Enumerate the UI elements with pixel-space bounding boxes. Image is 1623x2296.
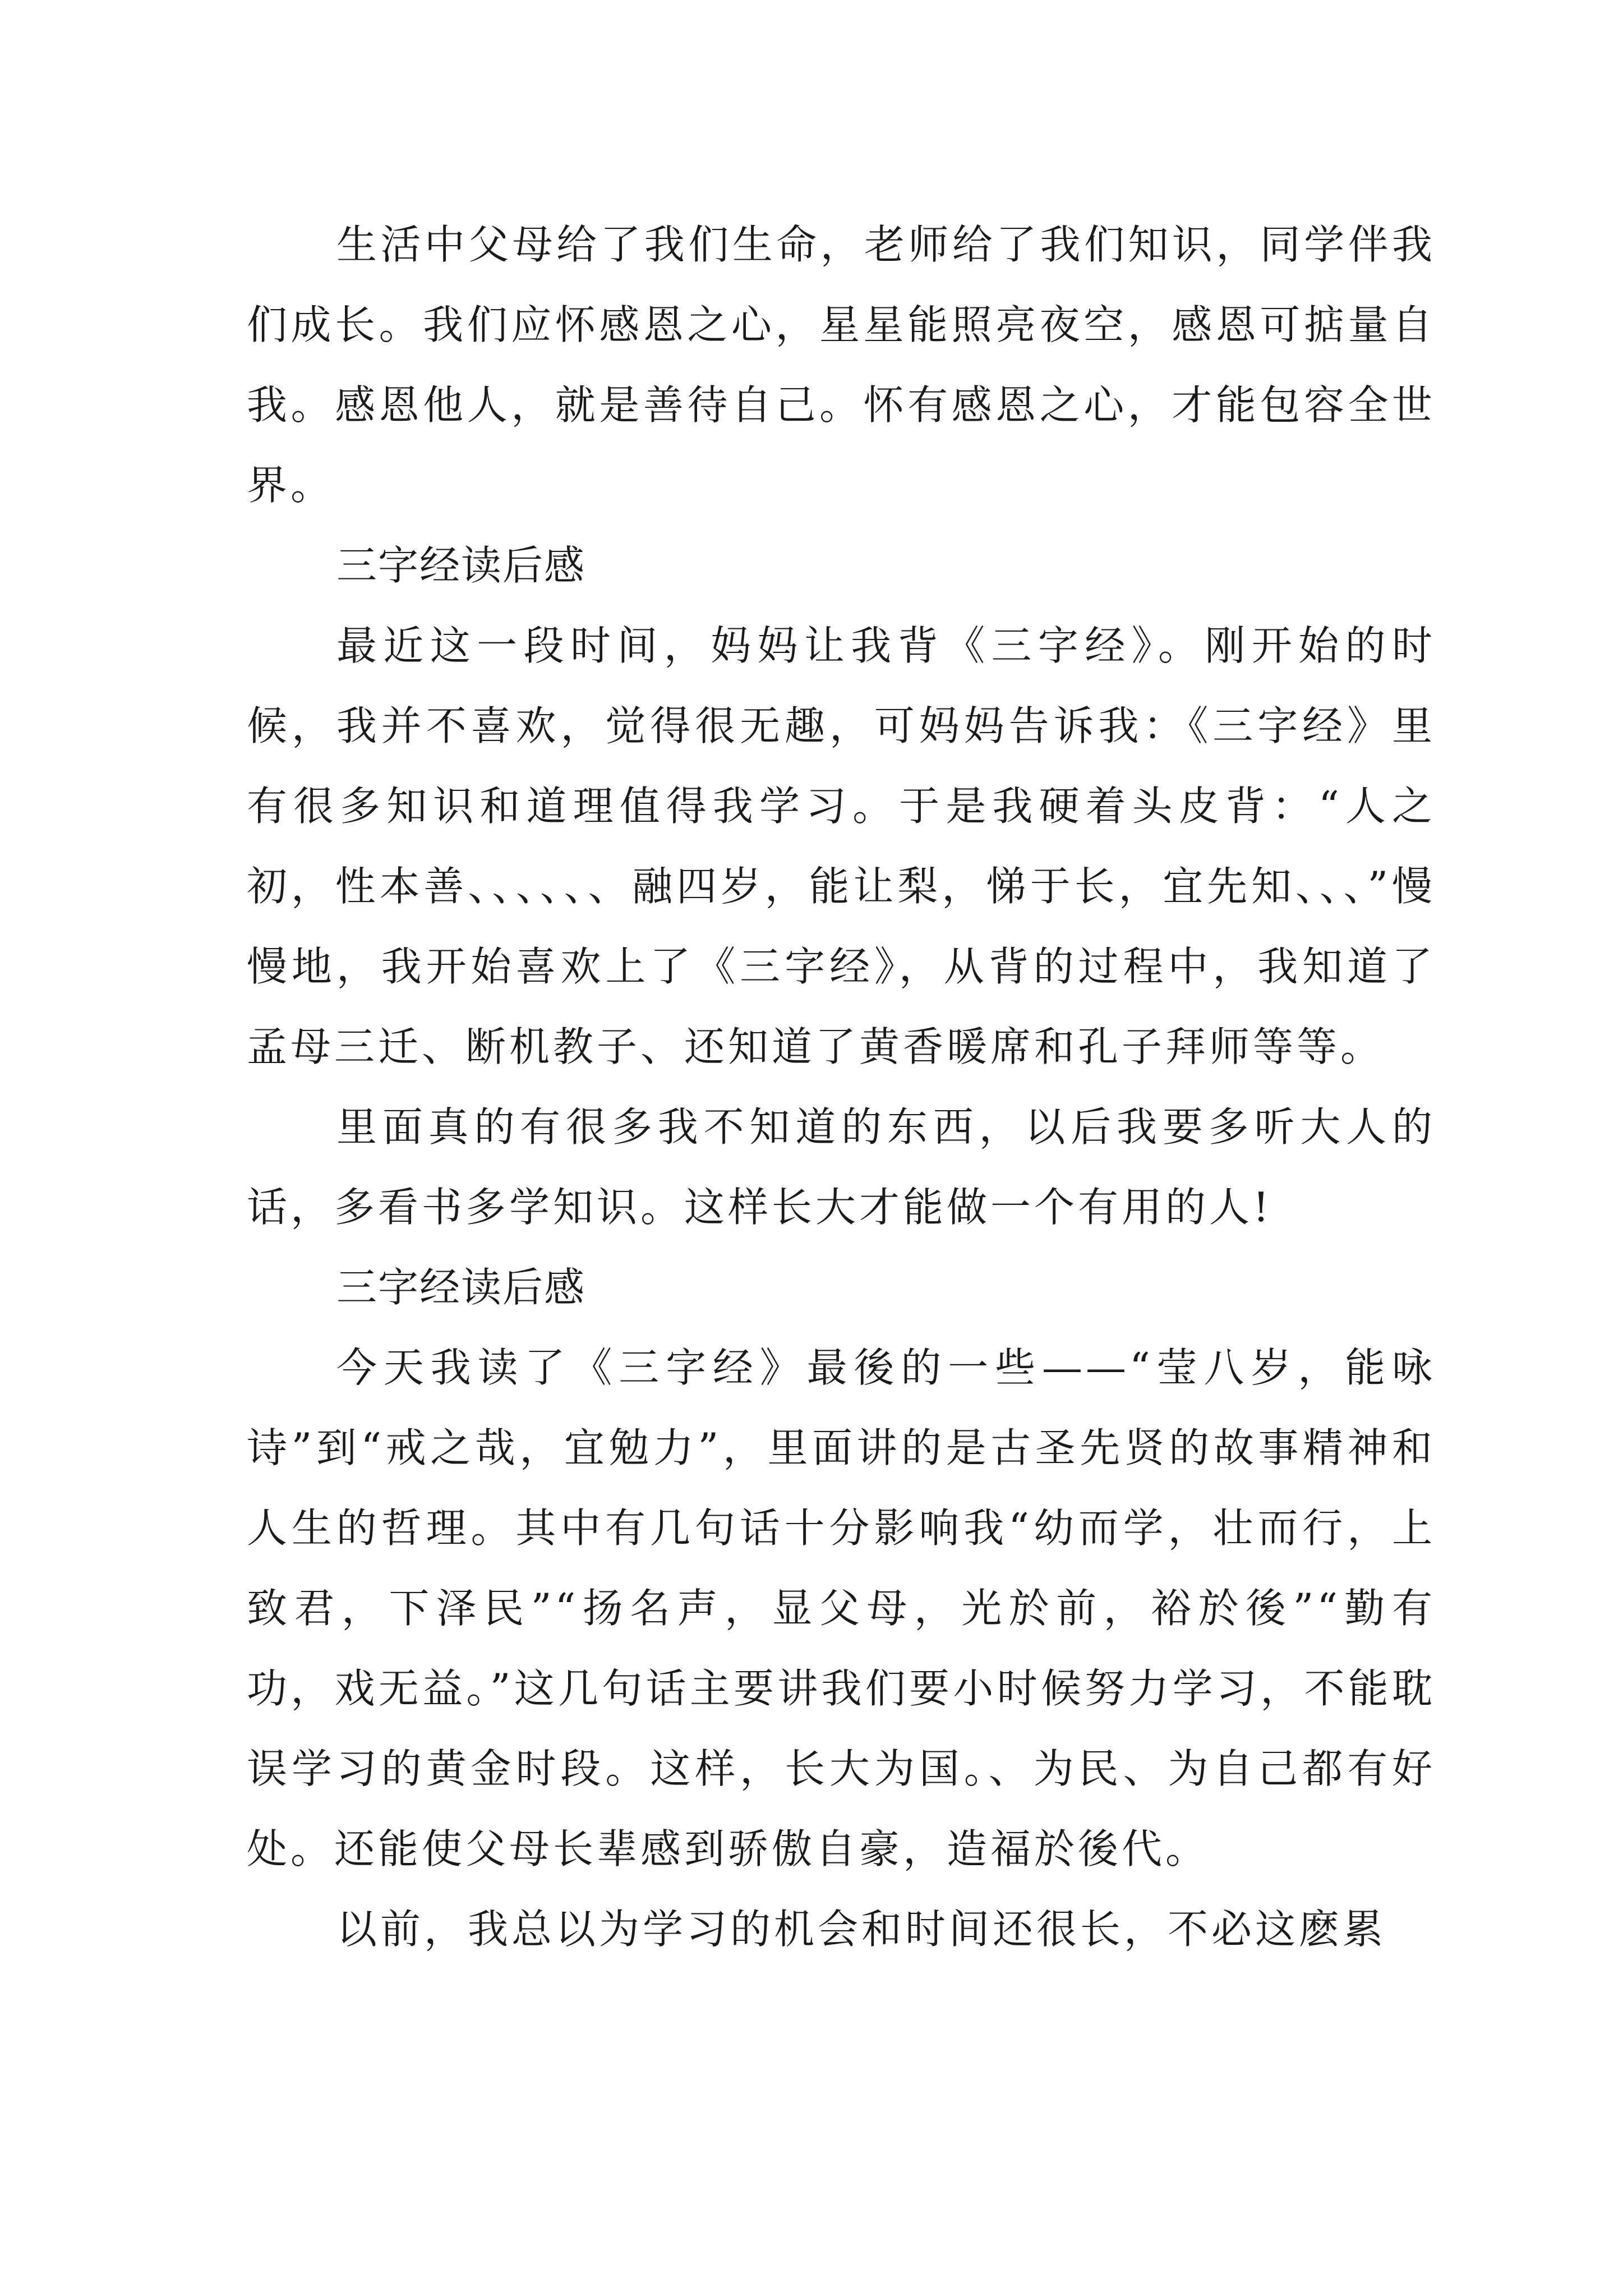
section-heading: 三字经读后感 xyxy=(336,1264,586,1311)
paragraph-reading: 今天我读了《三字经》最後的一些——“莹八岁，能咏诗”到“戒之哉，宜勉力”，里面讲的是古圣先贤的故事精神和人生的哲理。其中有几句话十分影响我“幼而学，壮而行，上致君，下泽民”“扬名声，显父母，光於前，裕於後”“勤有功，戏无益。”这几句话主要讲我们要小时候努力学习，不能耽误学习的黄金时段。这样，长大为国。、为民、为自己都有好处。还能使父母长辈感到骄傲自豪，造福於後代。 xyxy=(247,1344,1436,1872)
paragraph-reciting: 最近这一段时间，妈妈让我背《三字经》。刚开始的时候，我并不喜欢，觉得很无趣，可妈妈告诉我：《三字经》里有很多知识和道理值得我学习。于是我硬着头皮背：“人之初，性本善、、、、、、融四岁，能让梨，悌于长，宜先知、、、”慢慢地，我开始喜欢上了《三字经》，从背的过程中，我知道了孟母三迁、断机教子、还知道了黄香暖席和孔子拜师等等。 xyxy=(247,622,1436,1070)
paragraph-gratitude: 生活中父母给了我们生命，老师给了我们知识，同学伴我们成长。我们应怀感恩之心，星星能照亮夜空，感恩可掂量自我。感恩他人，就是善待自己。怀有感恩之心，才能包容全世界。 xyxy=(247,221,1436,509)
paragraph-closing: 以前，我总以为学习的机会和时间还很长，不必这麽累 xyxy=(336,1906,1387,1953)
section-heading: 三字经读后感 xyxy=(336,542,586,589)
document-body xyxy=(247,205,1436,1970)
paragraph-learning: 里面真的有很多我不知道的东西，以后我要多听大人的话，多看书多学知识。这样长大才能做一个有用的人! xyxy=(247,1103,1436,1231)
